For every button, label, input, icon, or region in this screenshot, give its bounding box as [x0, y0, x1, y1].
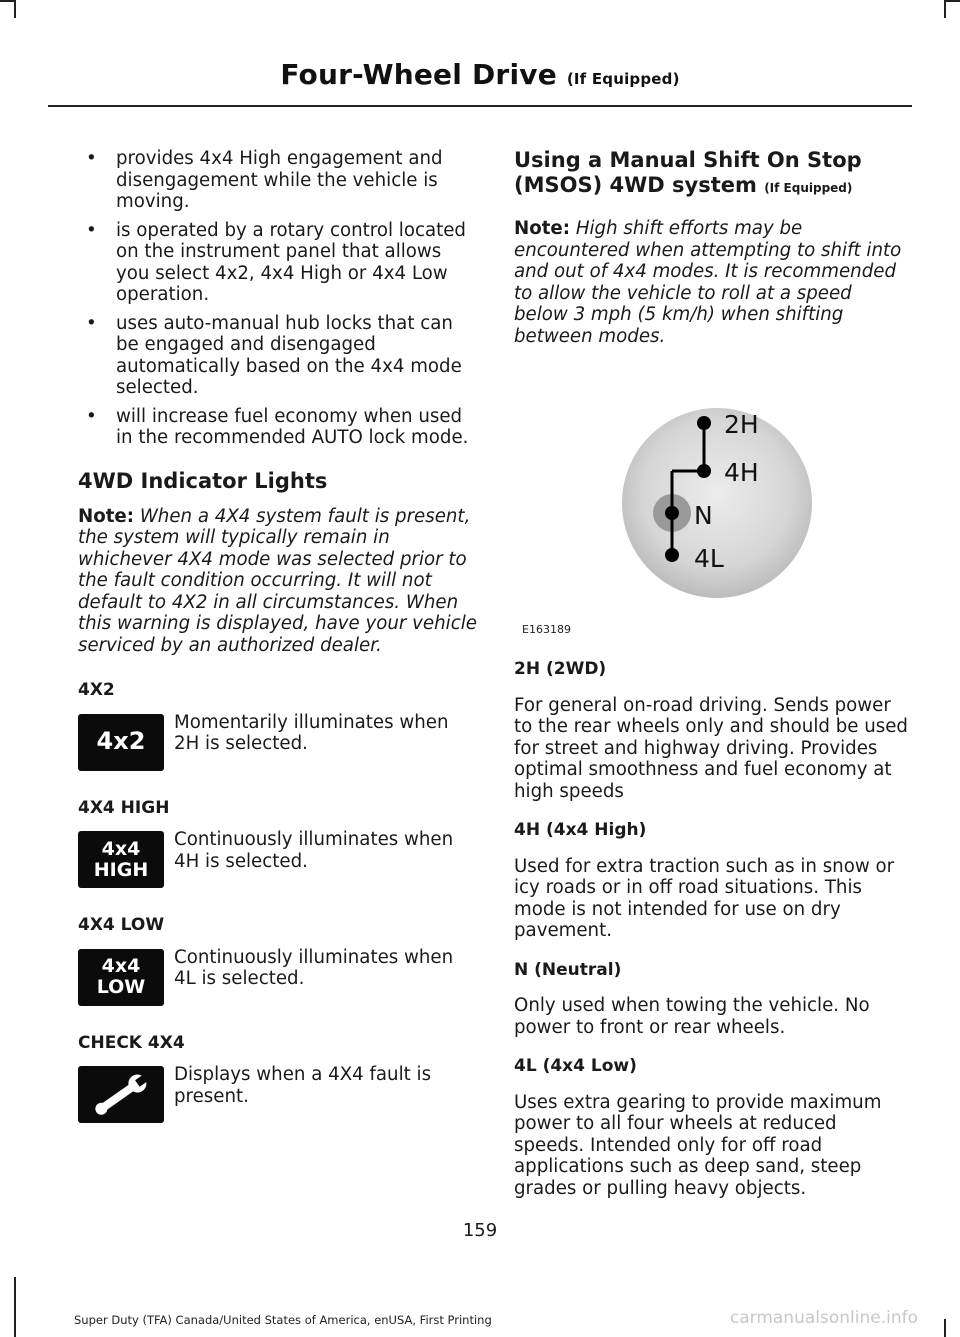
knob-label-n: N	[694, 501, 713, 530]
indicator-note: Note: When a 4X4 system fault is present, the system will typically remain in whichever 4X4 mode was selected prior to the fault condition occurring. It will not default to 4X2 in all circumstances. When this warning is displayed, have your vehicle serviced by an authorized dealer.	[78, 505, 477, 656]
mode-selector-knob	[514, 347, 910, 637]
mode-text-4h: Used for extra traction such as in snow or icy roads or in off road situations. This mode is not intended for use on dry pavement.	[514, 855, 895, 941]
list-item: • is operated by a rotary control located on the instrument panel that allows you select 4x2, 4x4 High or 4x4 Low operation.	[86, 219, 466, 305]
mode-text-n: Only used when towing the vehicle. No power to front or rear wheels.	[514, 995, 870, 1038]
figure-id: E163189	[522, 623, 571, 636]
indicator-desc: Continuously illuminates when 4H is selected.	[174, 829, 454, 872]
indicator-heading: 4WD Indicator Lights	[78, 468, 328, 493]
crop-mark	[0, 0, 14, 2]
indicator-4x2	[78, 711, 478, 778]
crop-mark	[944, 1319, 946, 1337]
mode-title-n: N (Neutral)	[514, 959, 622, 980]
mode-selector-figure	[514, 347, 910, 637]
page-number: 159	[462, 1220, 498, 1241]
mode-title-4h: 4H (4x4 High)	[514, 820, 647, 840]
indicator-desc: Continuously illuminates when 4L is selected.	[174, 946, 454, 989]
indicator-label-check-4x4: CHECK 4X4	[78, 1032, 185, 1053]
mode-text-4l: Uses extra gearing to provide maximum power to all four wheels at reduced speeds. Intended only for off road applications such as deep sand, steep grades or pulling heavy objects.	[514, 1091, 882, 1199]
indicator-label-4x4-high: 4X4 HIGH	[78, 797, 170, 818]
list-item: • will increase fuel economy when used in the recommended AUTO lock mode.	[86, 405, 469, 448]
crop-mark	[944, 0, 946, 18]
page-title-suffix: (If Equipped)	[566, 70, 680, 88]
crop-mark	[14, 1277, 16, 1337]
indicator-desc: Momentarily illuminates when 2H is selected.	[174, 711, 449, 754]
mode-title-2h: 2H (2WD)	[514, 659, 607, 679]
right-column	[514, 148, 910, 1199]
indicator-label-4x4-low: 4X4 LOW	[78, 915, 165, 935]
crop-mark	[14, 0, 16, 18]
4x2-icon: 4x2	[78, 714, 164, 771]
mode-title-4l: 4L (4x4 Low)	[514, 1056, 637, 1076]
msos-note: Note: High shift efforts may be encountered when attempting to shift into and out of 4x4 modes. It is recommended to allow the vehicle to roll at a speed below 3 mph (5 km/h) when shifting between modes.	[514, 218, 902, 347]
knob-label-2h: 2H	[724, 410, 759, 439]
indicator-4x4-low	[78, 946, 478, 1013]
watermark: carmanualsonline.info	[729, 1308, 918, 1328]
left-column	[78, 148, 478, 1130]
page-title-text: Four-Wheel Drive	[280, 58, 557, 91]
list-item: • uses auto-manual hub locks that can be engaged and disengaged automatically based on the 4x4 mode selected.	[86, 312, 462, 398]
mode-text-2h: For general on-road driving. Sends power to the rear wheels only and should be used for street and highway driving. Provides optimal smoothness and fuel economy at high speeds	[514, 694, 908, 802]
header-rule	[48, 105, 912, 107]
indicator-4x4-high	[78, 831, 478, 895]
page-title	[0, 58, 960, 91]
wrench-icon	[78, 1066, 164, 1123]
crop-mark	[946, 0, 960, 2]
msos-heading: Using a Manual Shift On Stop (MSOS) 4WD system (If Equipped)	[514, 148, 862, 197]
list-item: • provides 4x4 High engagement and disengagement while the vehicle is moving.	[86, 148, 443, 212]
indicator-check-4x4	[78, 1066, 478, 1130]
4x4-high-icon: 4x4 HIGH	[78, 831, 164, 888]
4x4-low-icon: 4x4 LOW	[78, 949, 164, 1006]
indicator-desc: Displays when a 4X4 fault is present.	[174, 1064, 432, 1107]
edition-footer: Super Duty (TFA) Canada/United States of America, enUSA, First Printing	[74, 1313, 492, 1327]
knob-label-4l: 4L	[694, 544, 724, 573]
feature-list	[78, 148, 478, 449]
knob-label-4h: 4H	[724, 458, 759, 487]
indicator-label-4x2: 4X2	[78, 680, 115, 700]
